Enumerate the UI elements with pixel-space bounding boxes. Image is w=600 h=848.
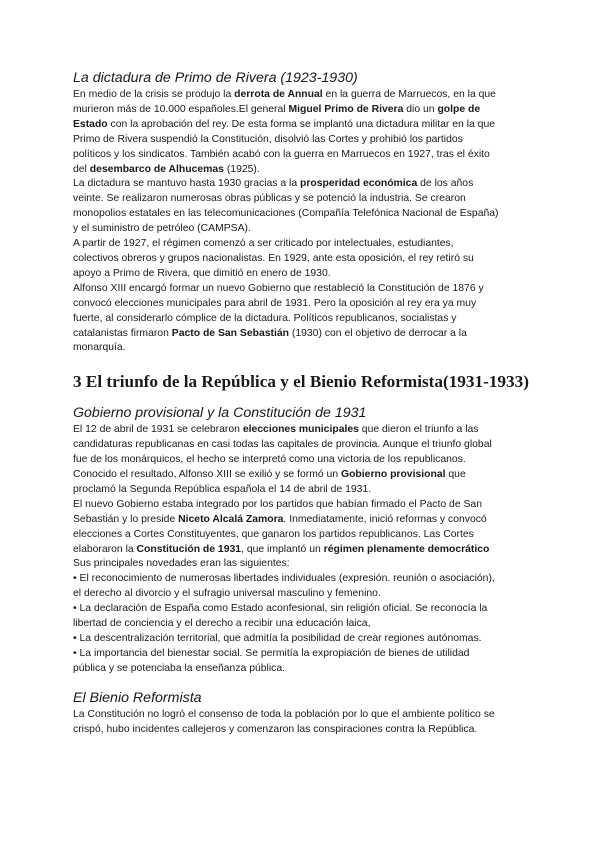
text-line: veinte. Se realizaron numerosas obras públicas y se potenció la industria. Se crearon: [73, 193, 466, 205]
text-span: Conocido el resultado, Alfonso XIII se exilió y se formó un: [73, 469, 341, 481]
text-span: que dieron el triunfo a las: [358, 424, 479, 436]
bold-term: Constitución de 1931: [136, 543, 242, 555]
text-line: monopolios estatales en las telecomunicaciones (Compañía Telefónica Nacional de España): [73, 208, 499, 220]
section-title-bienio-reformista: El Bienio Reformista: [73, 689, 202, 706]
bullet-line: • La declaración de España como Estado aconfesional, sin religión oficial. Se reconocía la: [73, 603, 488, 615]
text-span: Sebastián y lo preside: [73, 513, 179, 525]
spacer: [73, 677, 533, 690]
document-page: [73, 70, 533, 738]
bold-term: régimen plenamente democrático: [323, 543, 490, 555]
text-line: [73, 163, 533, 178]
text-span: En medio de la crisis se produjo la: [73, 89, 235, 100]
text-line: El nuevo Gobierno estaba integrado por los partidos que habían firmado el Pacto de San: [73, 498, 482, 510]
bold-term: desembarco de Alhucemas: [89, 163, 224, 175]
text-span: . Inmediatamente, inició reformas y convocó: [283, 513, 487, 525]
text-line: [73, 423, 533, 438]
text-span: (1925).: [223, 163, 260, 175]
text-line: [73, 118, 533, 133]
chapter-heading: 3 El triunfo de la República y el Bienio Reformista(1931-1933): [73, 372, 529, 392]
text-line: [73, 327, 533, 342]
text-line: políticos y los sindicatos. También acabó con la guerra en Marruecos en 1927, tras el éxito: [73, 148, 490, 160]
text-span: elaboraron la: [73, 543, 137, 555]
paragraph-bienio-reformista: [73, 708, 533, 738]
text-line: [73, 103, 533, 118]
bullet-line: • La descentralización territorial, que admitía la posibilidad de crear regiones autónomas.: [73, 633, 482, 644]
text-line: Primo de Rivera suspendió la Constitución, disolvió las Cortes y prohibió los partidos: [73, 133, 463, 145]
text-span: con la aprobación del rey. De esta forma se implantó una dictadura militar en la que: [107, 118, 496, 130]
spacer: [73, 392, 533, 405]
text-line: A partir de 1927, el régimen comenzó a ser criticado por intelectuales, estudiantes,: [73, 238, 454, 250]
bold-term: derrota de Annual: [234, 89, 323, 100]
text-line: pública y se potenciaba la enseñanza pública.: [73, 662, 286, 674]
bullet-line: • El reconocimiento de numerosas libertades individuales (expresión. reunión o asociación),: [73, 573, 495, 585]
text-line: Sus principales novedades eran las siguientes:: [73, 558, 290, 570]
bold-term: Pacto de San Sebastián: [171, 327, 289, 339]
section-title-dictadura: La dictadura de Primo de Rivera (1923-1930): [73, 70, 358, 86]
text-line: crispó, hubo incidentes callejeros y comenzaron las conspiraciones contra la República.: [73, 723, 478, 735]
text-line: [73, 513, 533, 528]
text-line: monarquía.: [73, 342, 126, 354]
text-line: [73, 88, 533, 103]
text-line: [73, 543, 533, 558]
text-line: elecciones a Cortes Constituyentes, que ganaron los partidos republicanos. Las Cortes: [73, 528, 474, 540]
text-span: de los años: [417, 178, 474, 190]
text-span: El 12 de abril de 1931 se celebraron: [73, 424, 243, 436]
paragraph-dictadura: [73, 88, 533, 356]
text-line: apoyo a Primo de Rivera, que dimitió en enero de 1930.: [73, 267, 331, 279]
text-span: en la guerra de Marruecos, en la que: [322, 89, 496, 100]
text-line: La Constitución no logró el consenso de toda la población por lo que el ambiente político se: [73, 708, 495, 720]
text-span: , que implantó un: [241, 543, 324, 555]
text-line: y el suministro de petróleo (CAMPSA).: [73, 223, 251, 235]
text-line: fue de los monárquicos, el hecho se interpretó como una victoria de los republicanos.: [73, 454, 466, 466]
text-line: colectivos obreros y grupos nacionalistas. En 1929, ante esta oposición, el rey retiró su: [73, 252, 474, 264]
text-span: dio un: [403, 103, 438, 115]
bold-term: Estado: [73, 118, 108, 130]
text-line: fuerte, al considerarlo cómplice de la dictadura. Políticos republicanos, socialistas y: [73, 312, 457, 324]
section-title-gobierno-provisional: Gobierno provisional y la Constitución de 1931: [73, 405, 367, 422]
text-line: Alfonso XIII encargó formar un nuevo Gobierno que restableció la Constitución de 1876 y: [73, 282, 484, 294]
bold-term: prosperidad económica: [300, 178, 418, 190]
bold-term: Niceto Alcalá Zamora: [178, 513, 284, 525]
text-line: convocó elecciones municipales para abril de 1931. Pero la oposición al rey era ya muy: [73, 297, 477, 309]
text-span: que: [445, 469, 466, 481]
paragraph-gobierno-provisional: [73, 423, 533, 676]
text-line: libertad de conciencia y el derecho a recibir una educación laica,: [73, 618, 371, 630]
bold-term: golpe de: [437, 103, 481, 115]
bold-term: elecciones municipales: [242, 424, 359, 436]
text-line: [73, 468, 533, 483]
text-span: (1930) con el objetivo de derrocar a la: [289, 327, 467, 339]
text-line: candidaturas republicanas en casi todas las capitales de provincia. Aunque el triunfo global: [73, 439, 492, 451]
text-line: proclamó la Segunda República española el 14 de abril de 1931.: [73, 483, 372, 495]
bullet-line: • La importancia del bienestar social. Se permitía la expropiación de bienes de utilidad: [73, 647, 470, 659]
bold-term: Miguel Primo de Rivera: [288, 103, 404, 115]
text-line: el derecho al divorcio y el sufragio universal masculino y femenino.: [73, 588, 381, 600]
bold-term: Gobierno provisional: [341, 469, 446, 481]
text-span: catalanistas firmaron: [73, 327, 172, 339]
text-span: La dictadura se mantuvo hasta 1930 gracias a la: [73, 178, 301, 190]
text-span: murieron más de 10.000 españoles.El general: [73, 103, 289, 115]
text-line: [73, 177, 533, 192]
text-span: del: [73, 163, 90, 175]
